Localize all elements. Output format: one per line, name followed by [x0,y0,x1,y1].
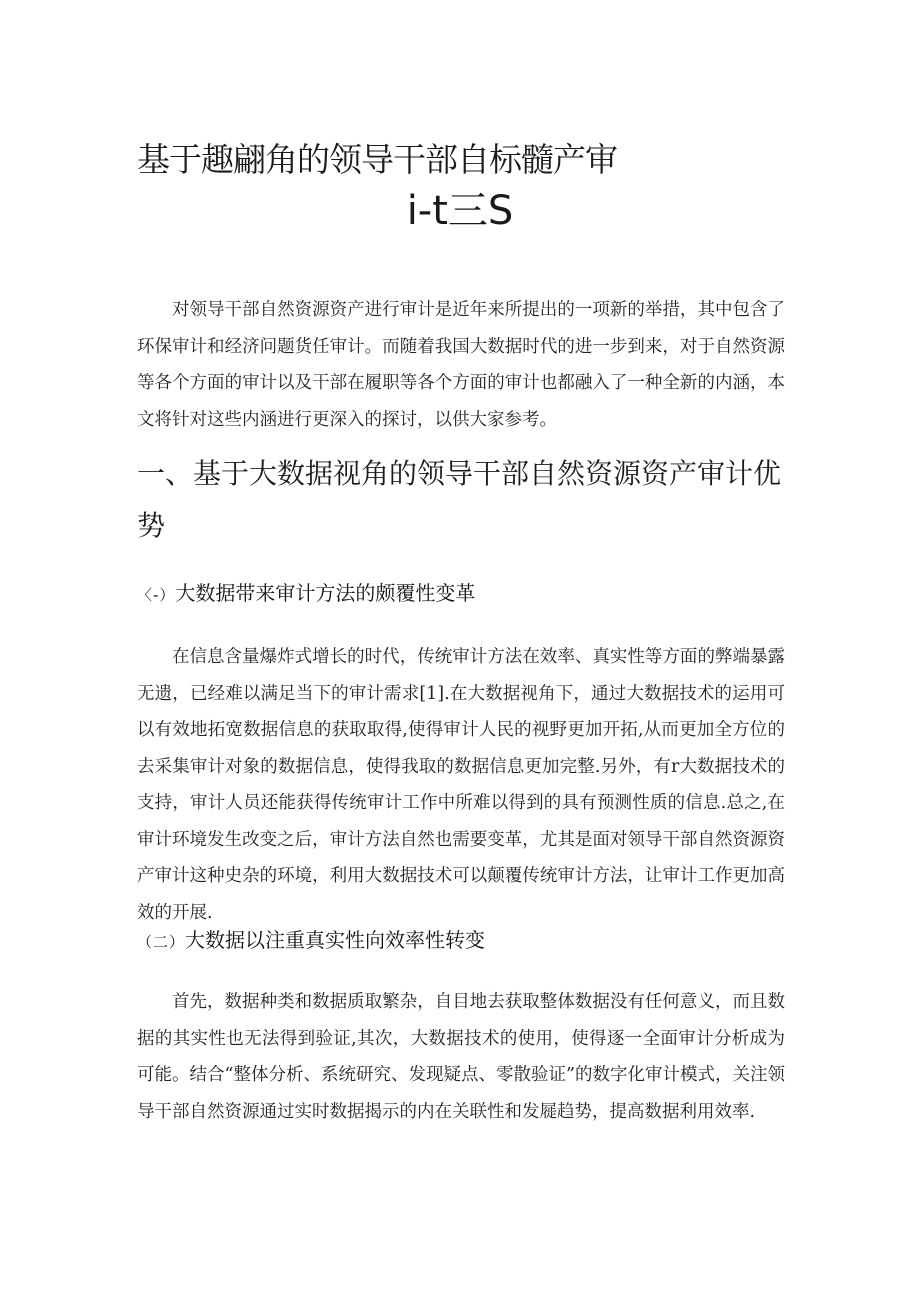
subsection-number: （二） [137,933,186,951]
intro-paragraph: 对领导干部自然资源资产进行审计是近年来所提出的一项新的举措，其中包含了环保审计和经济问题货任审计。而随着我国大数据时代的进一步到来，对于自然资源等各个方面的审计以及干部在履职等各个方面的审计也都融入了一种全新的内涵，本文将针对这些内涵进行更深入的探讨，以供大家参考。 [137,300,785,430]
subsection-number: 〈-） [137,586,176,604]
section-heading: 一、基于大数据视角的领导干部自然资源资产审计优势 [137,457,782,542]
document-subtitle: i-t三S [406,188,514,234]
subsection-body-2: 首先，数据种类和数据质取繁杂，自目地去获取整体数据没有任何意义，而且数据的其实性也无法得到验证,其次，大数据技术的使用，使得逐一全面审计分析成为可能。结合“整体分析、系统研究、发现疑点、零散验证”的数字化审计模式，关注领导干部自然资源通过实时数据揭示的内在关联性和发屣趋势，提高数据利用效率. [137,992,785,1122]
subsection-heading-1 [137,578,787,610]
subsection-title: 大数据以注重真实性向效率性转变 [185,928,486,952]
subsection-body-1: 在信息含量爆炸式增长的时代，传统审计方法在效率、真实性等方面的弊端暴露无遗，已经难以满足当下的审计需求[1].在大数据视角下，通过大数据技术的运用可以有效地拓宽数据信息的获取取得,使得审计人民的视野更加开拓,从而更加全方位的去采集审计对象的数据信息，使得我取的数据信息更加完整.另外，有r大数据技术的支持，审计人员还能获得传统审计工作中所难以得到的具有预测性质的信息.总之,在审计环境发生改变之后，审计方法自然也需要变革，尤其是面对领导干部自然资源资产审计这种史杂的环境，利用大数据技术可以颠覆传统审计方法，让审计工作更加高效的开展. [137,647,785,923]
subsection-title: 大数据带来审计方法的颇覆性变革 [175,581,476,605]
document-title: 基于趣翩角的领导干部自标髓产审 [137,140,617,179]
subsection-heading-2 [137,925,787,957]
